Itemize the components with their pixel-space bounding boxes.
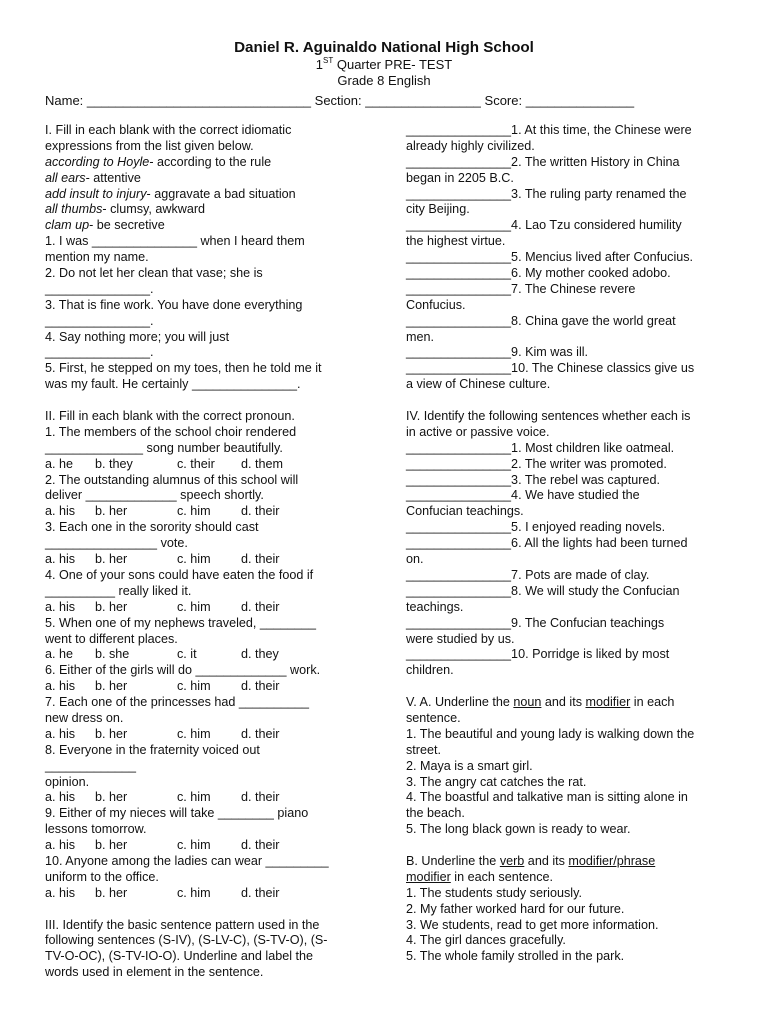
underlined-term: modifier xyxy=(585,695,631,710)
text-run: V. A. Underline the xyxy=(406,695,514,710)
answer-choice: b. her xyxy=(95,599,128,614)
idiom-definition: - attentive xyxy=(85,170,141,185)
section-4-line: _______________7. Pots are made of clay. xyxy=(406,567,650,582)
underlined-term: modifier/phrase xyxy=(568,853,656,868)
section-5a-title-cont: sentence. xyxy=(406,710,461,725)
answer-choice: c. him xyxy=(177,599,211,614)
section-5b-item-line: 2. My father worked hard for our future. xyxy=(406,901,625,916)
section-4-line: were studied by us. xyxy=(406,631,515,646)
pronoun-question-line: ________________ vote. xyxy=(45,536,188,551)
underlined-term: modifier xyxy=(406,869,451,884)
section-1-item-line: 5. First, he stepped on my toes, then he told me it xyxy=(45,361,322,376)
pronoun-question-line: went to different places. xyxy=(45,631,178,646)
section-1-item-line: 4. Say nothing more; you will just xyxy=(45,329,230,344)
active-passive-item-line: _______________10. The Chinese classics give us xyxy=(406,361,695,376)
answer-choice: d. their xyxy=(241,679,280,694)
answer-choice: b. her xyxy=(95,838,128,853)
section-3-instruction-line: TV-O-OC), (S-TV-IO-O). Underline and label the xyxy=(45,949,314,964)
section-2-title: II. Fill in each blank with the correct pronoun. xyxy=(45,409,295,424)
left-column xyxy=(45,123,385,981)
section-4-line: IV. Identify the following sentences whether each is xyxy=(406,409,691,424)
section-5b-item-line: 5. The whole family strolled in the park. xyxy=(406,949,625,964)
section-5a-item-line: 5. The long black gown is ready to wear. xyxy=(406,822,631,837)
quarter-line: 1ST Quarter PRE- TEST xyxy=(315,55,453,72)
answer-choice: d. they xyxy=(241,647,279,662)
active-passive-item-line: _______________8. China gave the world great xyxy=(406,313,676,328)
section-1-item-line: 1. I was _______________ when I heard them xyxy=(45,234,305,249)
pronoun-question-line: 9. Either of my nieces will take ________ piano xyxy=(45,806,309,821)
section-4-line: in active or passive voice. xyxy=(406,424,550,439)
answer-choice: d. their xyxy=(241,599,280,614)
active-passive-item-line: the highest virtue. xyxy=(406,234,506,249)
active-passive-item-line: _______________6. My mother cooked adobo. xyxy=(406,266,671,281)
section-1-instruction-line: expressions from the list given below. xyxy=(45,138,254,153)
active-passive-item-line: a view of Chinese culture. xyxy=(406,377,551,392)
idiom-entry xyxy=(45,202,385,218)
answer-choice: d. them xyxy=(241,456,283,471)
pronoun-question-line: uniform to the office. xyxy=(45,869,159,884)
section-4-line: _______________5. I enjoyed reading novels. xyxy=(406,520,666,535)
answer-choices xyxy=(45,552,385,568)
section-5b-title-cont xyxy=(406,870,726,886)
answer-choice: a. his xyxy=(45,838,76,853)
answer-choice: d. their xyxy=(241,552,280,567)
active-passive-item-line: _______________3. The ruling party renamed the xyxy=(406,186,687,201)
answer-choices xyxy=(45,647,385,663)
pronoun-question-line: 6. Either of the girls will do _____________ work. xyxy=(45,663,321,678)
idiom-definition: - clumsy, awkward xyxy=(102,202,206,217)
pronoun-question-line: lessons tomorrow. xyxy=(45,822,147,837)
idiom-term: clam up xyxy=(45,218,90,233)
answer-choice: a. his xyxy=(45,599,76,614)
underlined-term: verb xyxy=(499,853,525,868)
answer-choice: a. his xyxy=(45,790,76,805)
text-run: B. Underline the xyxy=(406,853,500,868)
pronoun-question-line: __________ really liked it. xyxy=(45,583,192,598)
answer-choice: a. his xyxy=(45,552,76,567)
active-passive-item-line: Confucius. xyxy=(406,297,466,312)
section-1-item-line: 2. Do not let her clean that vase; she is xyxy=(45,266,263,281)
pronoun-question-line: opinion. xyxy=(45,774,90,789)
answer-choices xyxy=(45,600,385,616)
active-passive-item-line: _______________1. At this time, the Chinese were xyxy=(406,123,692,137)
active-passive-item-line: city Beijing. xyxy=(406,202,470,217)
section-4-line: _______________4. We have studied the xyxy=(406,488,640,503)
section-5a-item-line: 3. The angry cat catches the rat. xyxy=(406,774,587,789)
section-4-line: _______________8. We will study the Confucian xyxy=(406,583,680,598)
section-4-line: teachings. xyxy=(406,599,464,614)
section-spacer xyxy=(406,393,726,409)
idiom-definition: - according to the rule xyxy=(149,154,272,169)
answer-choices xyxy=(45,504,385,520)
answer-choice: c. him xyxy=(177,838,211,853)
answer-choice: c. him xyxy=(177,552,211,567)
answer-choice: a. his xyxy=(45,885,76,900)
pronoun-question-line: _____________ xyxy=(45,758,137,773)
pronoun-question-line: 8. Everyone in the fraternity voiced out xyxy=(45,742,260,757)
answer-choice: c. him xyxy=(177,885,211,900)
answer-choice: a. his xyxy=(45,726,76,741)
section-4-line: Confucian teachings. xyxy=(406,504,524,519)
section-1-item-line: was my fault. He certainly _______________. xyxy=(45,377,301,392)
pronoun-question-line: 5. When one of my nephews traveled, ________ xyxy=(45,615,316,630)
text-run: and its xyxy=(541,695,586,710)
answer-choice: d. their xyxy=(241,790,280,805)
idiom-entry xyxy=(45,171,385,187)
pronoun-question-line: 1. The members of the school choir rendered xyxy=(45,424,297,439)
section-3-instruction-line: following sentences (S-IV), (S-LV-C), (S-TV-O), (S- xyxy=(45,933,328,948)
active-passive-item-line: began in 2205 B.C. xyxy=(406,170,514,185)
section-4-line: _______________9. The Confucian teachings xyxy=(406,615,665,630)
section-4-line: on. xyxy=(406,552,424,567)
idiom-term: according to Hoyle xyxy=(45,154,150,169)
section-5a-item-line: the beach. xyxy=(406,806,465,821)
active-passive-item-line: _______________5. Mencius lived after Confucius. xyxy=(406,250,694,265)
section-5b-item-line: 3. We students, read to get more information. xyxy=(406,917,659,932)
section-4-line: _______________6. All the lights had been turned xyxy=(406,536,688,551)
active-passive-item-line: _______________9. Kim was ill. xyxy=(406,345,589,360)
section-5a-title xyxy=(406,695,726,711)
section-5a-item-line: 1. The beautiful and young lady is walking down the xyxy=(406,726,695,741)
pronoun-question-line: 10. Anyone among the ladies can wear _________ xyxy=(45,853,329,868)
section-5a-item-line: 2. Maya is a smart girl. xyxy=(406,758,533,773)
pronoun-question-line: 2. The outstanding alumnus of this school will xyxy=(45,472,299,487)
answer-choice: b. her xyxy=(95,790,128,805)
document-header xyxy=(0,38,768,89)
section-5a-item-line: street. xyxy=(406,742,441,757)
section-1-item-line: _______________. xyxy=(45,281,154,296)
section-5b-item-line: 4. The girl dances gracefully. xyxy=(406,933,566,948)
section-1-instruction-line: I. Fill in each blank with the correct idiomatic xyxy=(45,123,292,137)
section-4-line: children. xyxy=(406,663,454,678)
section-1-item-line: 3. That is fine work. You have done everything xyxy=(45,297,303,312)
answer-choices xyxy=(45,838,385,854)
active-passive-item-line: _______________7. The Chinese revere xyxy=(406,281,636,296)
section-spacer xyxy=(406,679,726,695)
pronoun-question-line: 3. Each one in the sorority should cast xyxy=(45,520,259,535)
answer-choice: a. he xyxy=(45,456,74,471)
pronoun-question-line: 4. One of your sons could have eaten the food if xyxy=(45,567,314,582)
section-4-line: _______________10. Porridge is liked by most xyxy=(406,647,670,662)
section-4-line: _______________3. The rebel was captured. xyxy=(406,472,660,487)
active-passive-item-line: men. xyxy=(406,329,434,344)
school-name: Daniel R. Aguinaldo National High School xyxy=(234,39,534,56)
idiom-entry xyxy=(45,155,385,171)
idiom-definition: - aggravate a bad situation xyxy=(146,186,296,201)
answer-choices xyxy=(45,790,385,806)
answer-choice: c. him xyxy=(177,726,211,741)
answer-choices xyxy=(45,886,385,902)
answer-choice: d. their xyxy=(241,726,280,741)
section-3-instruction-line: III. Identify the basic sentence pattern used in the xyxy=(45,917,320,932)
idiom-term: add insult to injury xyxy=(45,186,147,201)
section-1-item-line: _______________. xyxy=(45,345,154,360)
answer-choice: b. her xyxy=(95,726,128,741)
active-passive-item-line: _______________4. Lao Tzu considered humility xyxy=(406,218,682,233)
idiom-term: all thumbs xyxy=(45,202,103,217)
section-spacer xyxy=(45,902,385,918)
answer-choice: b. her xyxy=(95,885,128,900)
answer-choice: d. their xyxy=(241,838,280,853)
answer-choice: c. it xyxy=(177,647,197,662)
idiom-term: all ears xyxy=(45,170,86,185)
answer-choice: c. him xyxy=(177,679,211,694)
pronoun-question-line: ______________ song number beautifully. xyxy=(45,440,283,455)
section-4-line: _______________1. Most children like oatmeal. xyxy=(406,440,675,455)
active-passive-item-line: already highly civilized. xyxy=(406,138,535,153)
section-1-item-line: _______________. xyxy=(45,313,154,328)
grade-line: Grade 8 English xyxy=(337,73,431,88)
pronoun-question-line: deliver _____________ speech shortly. xyxy=(45,488,264,503)
answer-choice: c. him xyxy=(177,504,211,519)
right-column xyxy=(406,123,726,965)
text-run: and its xyxy=(524,853,569,868)
section-3-instruction-line: words used in element in the sentence. xyxy=(45,965,264,980)
underlined-term: noun xyxy=(513,695,542,710)
answer-choice: c. their xyxy=(177,456,215,471)
answer-choice: a. his xyxy=(45,679,76,694)
answer-choices xyxy=(45,457,385,473)
text-run: in each sentence. xyxy=(450,869,554,884)
answer-choice: a. his xyxy=(45,504,76,519)
section-spacer xyxy=(406,838,726,854)
answer-choice: b. her xyxy=(95,552,128,567)
answer-choice: b. they xyxy=(95,456,133,471)
answer-choices xyxy=(45,727,385,743)
answer-choice: d. their xyxy=(241,885,280,900)
answer-choice: c. him xyxy=(177,790,211,805)
idiom-definition: - be secretive xyxy=(89,218,165,233)
answer-choice: b. her xyxy=(95,679,128,694)
answer-choice: b. she xyxy=(95,647,130,662)
student-info-line: Name: _______________________________ Section: ________________ Score: _______________ xyxy=(45,93,635,108)
section-5b-title xyxy=(406,854,726,870)
section-5a-item-line: 4. The boastful and talkative man is sitting alone in xyxy=(406,790,688,805)
answer-choice: a. he xyxy=(45,647,74,662)
answer-choice: b. her xyxy=(95,504,128,519)
idiom-entry xyxy=(45,218,385,234)
pronoun-question-line: new dress on. xyxy=(45,710,124,725)
text-run: in each xyxy=(630,695,675,710)
section-spacer xyxy=(45,393,385,409)
answer-choice: d. their xyxy=(241,504,280,519)
idiom-entry xyxy=(45,187,385,203)
pronoun-question-line: 7. Each one of the princesses had __________ xyxy=(45,695,309,710)
section-1-item-line: mention my name. xyxy=(45,250,149,265)
answer-choices xyxy=(45,679,385,695)
section-5b-item-line: 1. The students study seriously. xyxy=(406,885,582,900)
section-4-line: _______________2. The writer was promoted. xyxy=(406,456,667,471)
active-passive-item-line: _______________2. The written History in China xyxy=(406,154,680,169)
